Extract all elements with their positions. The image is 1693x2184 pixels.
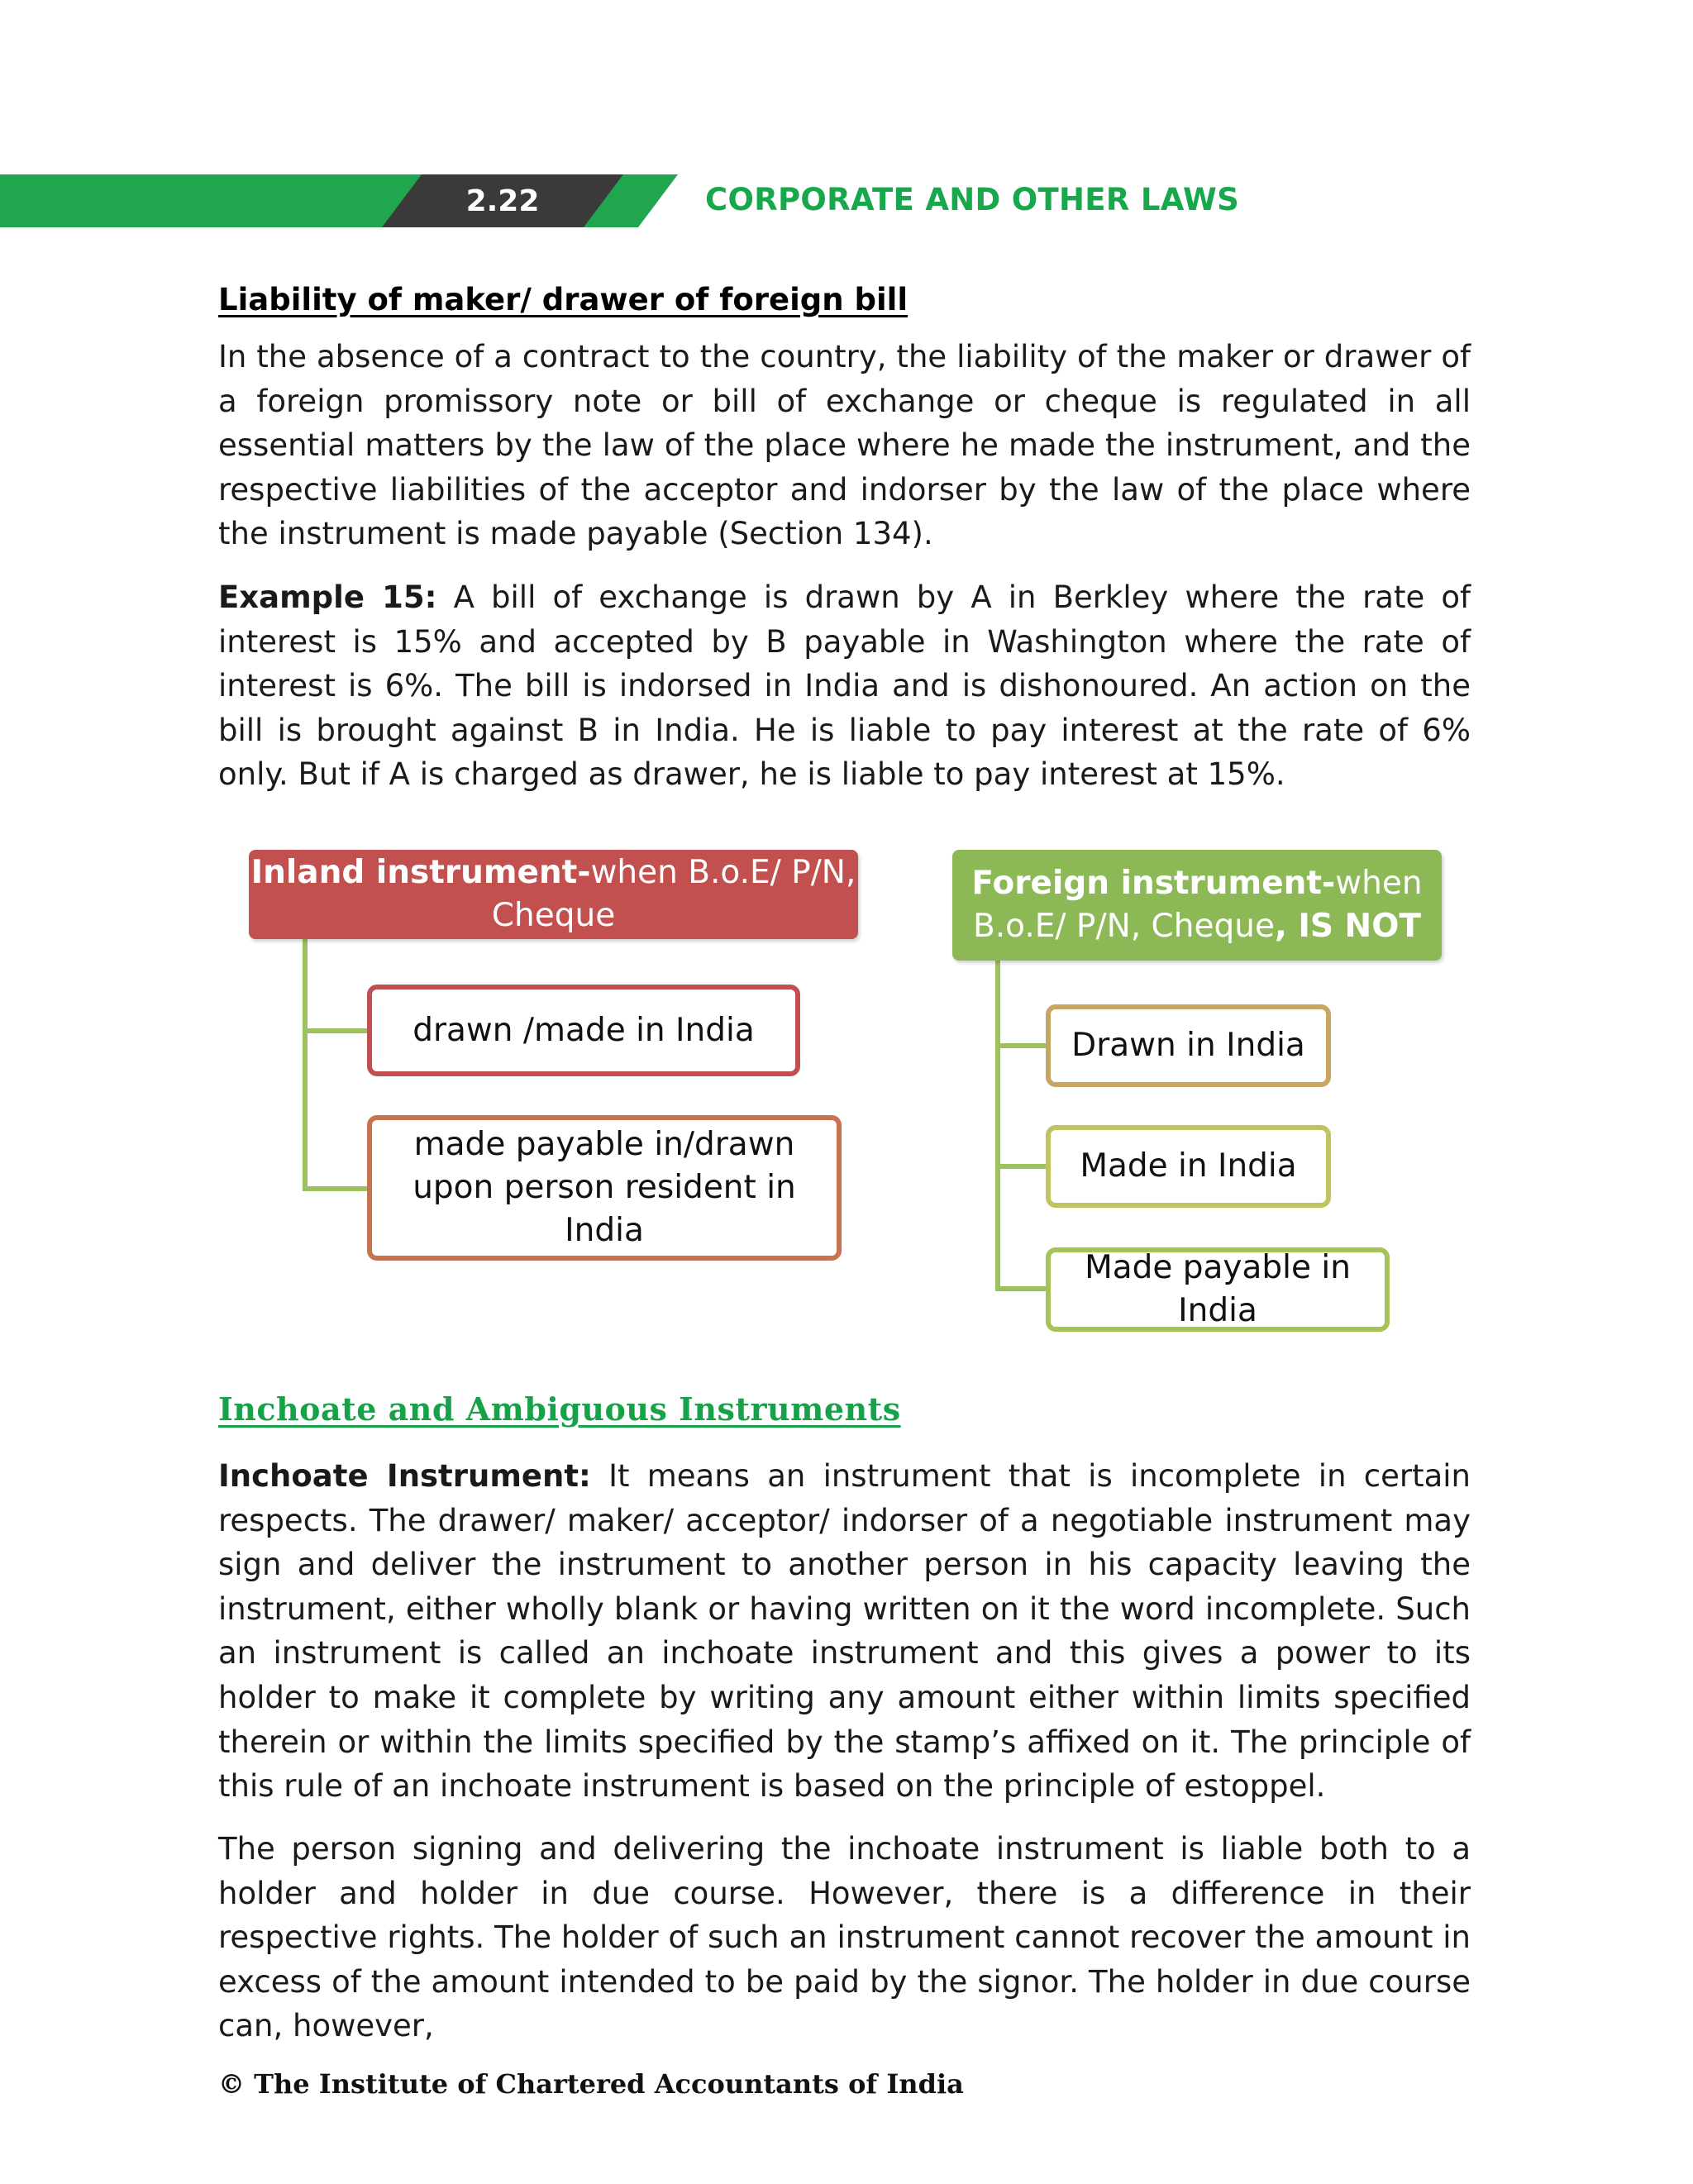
inland-condition-1: drawn /made in India: [367, 985, 800, 1076]
inchoate-liability-paragraph: [218, 1827, 1471, 2048]
foreign-condition-3: Made payable in India: [1046, 1247, 1390, 1332]
foreign-connector-3: [995, 1286, 1047, 1291]
paragraph-text: The person signing and delivering the inchoate instrument is liable both to a holder and holder in due course. However, there is a difference in their respective rights. The holder of such an instrument cannot recover the amount in excess of the amount intended to be paid by the signor. The holder in due course can, however,: [218, 1831, 1471, 2044]
inland-title-bold: Inland instrument-: [250, 854, 591, 891]
foreign-condition-1: Drawn in India: [1046, 1004, 1331, 1087]
paragraph-text: In the absence of a contract to the country, the liability of the maker or drawer of a foreign promissory note or bill of exchange or cheque is regulated in all essential matters by the law of the place where he made the instrument, and the respective liabilities of the acceptor and indorser by the law of the place where the instrument is made payable (Section 134).: [218, 339, 1471, 552]
foreign-title-is-not: , IS NOT: [1274, 908, 1421, 945]
foreign-connector-vertical: [995, 961, 1000, 1291]
foreign-condition-2: Made in India: [1046, 1125, 1331, 1208]
foreign-connector-1: [995, 1043, 1047, 1048]
inland-connector-2: [303, 1186, 369, 1191]
inland-condition-2: made payable in/drawn upon person resident in India: [367, 1115, 842, 1261]
section-heading-inchoate: Inchoate and Ambiguous Instruments: [218, 1390, 901, 1428]
inchoate-text: It means an instrument that is incomplete in certain respects. The drawer/ maker/ acceptor/ indorser of a negotiable instrument may sign and deliver the instrument to another person in his capacity leaving the instrument, either wholly blank or having written on it the word incomplete. Such an instrument is called an inchoate instrument and this gives a power to its holder to make it complete by writing any amount either within limits specified therein or within the limits specified by the stamp’s affixed on it. The principle of this rule of an inchoate instrument is based on the principle of estoppel.: [218, 1458, 1471, 1805]
inchoate-instrument-paragraph: [218, 1454, 1471, 1809]
foreign-title-rest: when B.o.E/ P/N, Cheque: [973, 865, 1423, 945]
inland-connector-vertical: [303, 939, 308, 1191]
foreign-connector-2: [995, 1164, 1047, 1169]
example-label: Example 15:: [218, 579, 437, 615]
page-number: 2.22: [465, 184, 540, 218]
inchoate-label: Inchoate Instrument:: [218, 1458, 591, 1494]
section-heading-foreign-bill-liability: Liability of maker/ drawer of foreign bill: [218, 282, 908, 317]
foreign-title-bold: Foreign instrument-: [971, 865, 1336, 902]
inland-instrument-header: [249, 850, 858, 939]
inland-connector-1: [303, 1028, 369, 1033]
inland-title-rest: when B.o.E/ P/N, Cheque: [491, 854, 856, 934]
footer-copyright: © The Institute of Chartered Accountants of India: [218, 2068, 964, 2100]
paragraph-foreign-bill-liability: [218, 335, 1471, 556]
running-title: CORPORATE AND OTHER LAWS: [705, 182, 1240, 217]
example-text: A bill of exchange is drawn by A in Berkley where the rate of interest is 15% and accepted by B payable in Washington where the rate of interest is 6%. The bill is indorsed in India and is dishonoured. An action on the bill is brought against B in India. He is liable to pay interest at the rate of 6% only. But if A is charged as drawer, he is liable to pay interest at 15%.: [218, 579, 1471, 793]
example-15-paragraph: [218, 575, 1471, 797]
foreign-instrument-header: [952, 850, 1442, 961]
